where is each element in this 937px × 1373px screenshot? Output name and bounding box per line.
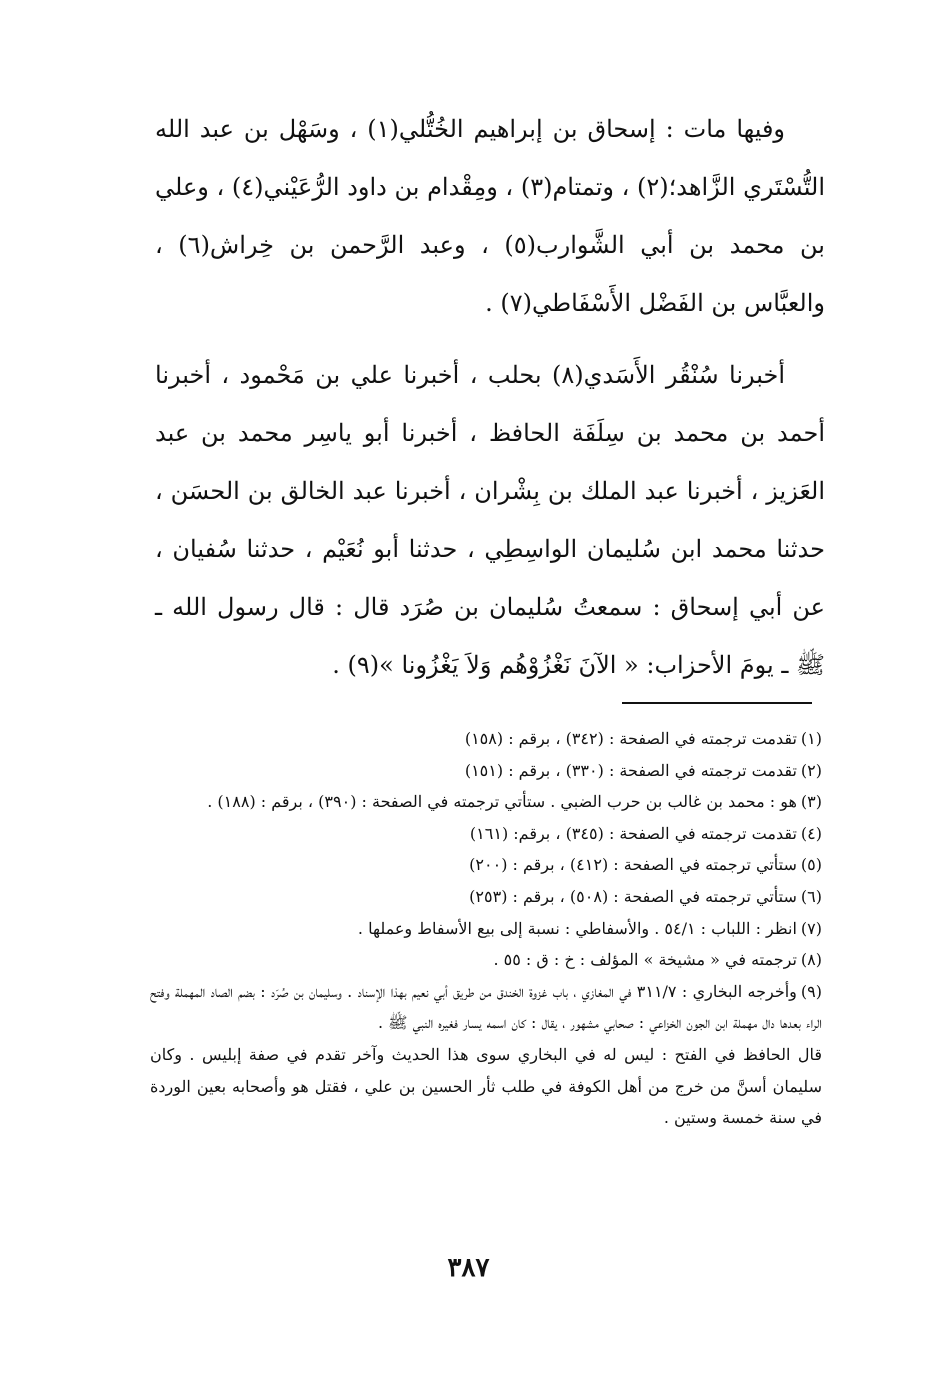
footnote-7	[150, 913, 822, 945]
footnote-number: (٦)	[800, 886, 822, 906]
footnote-text: هو : محمد بن غالب بن حرب الضبي . ستأتي ترجمته في الصفحة : (٣٩٠) ، برقم : (١٨٨) .	[207, 792, 797, 812]
footnote-number: (٨)	[800, 950, 822, 970]
footnote-number: (١)	[800, 729, 822, 748]
footnote-text: وأخرجه البخاري : ٣١١/٧ في المغازي ، باب غزوة الخندق من طريق أبي نعيم بهذا الإسناد . وسليمان بن صُرَد : بضم الصاد المهملة وفتح الراء بعدها دال مهملة ابن الجون الخزاعي : صحابي مشهور ، يقال : كان اسمه يسار فغيره النبي ﷺ .	[150, 981, 822, 1033]
footnote-text: تقدمت ترجمته في الصفحة : (٣٣٠) ، برقم : (١٥١)	[464, 760, 797, 780]
page-number: ٣٨٧	[447, 1253, 490, 1283]
footnote-3	[150, 786, 822, 818]
footnote-number: (٣)	[800, 792, 822, 812]
footnote-2	[150, 755, 822, 787]
footnote-number: (٢)	[800, 760, 822, 780]
footnote-text: تقدمت ترجمته في الصفحة : (٣٤٢) ، برقم : (١٥٨)	[464, 729, 797, 748]
paragraph-deaths: وفيها مات : إسحاق بن إبراهيم الخُتُّلي(١) ، وسَهْل بن عبد الله التُّسْتَري الزَّاهد؛(٢) ، وتمتام(٣) ، ومِقْدام بن داود الرُّعَيْني(٤) ، وعلي بن محمد بن أبي الشَّوارب(٥) ، وعبد الرَّحمن بن خِراش(٦) ، والعبَّاس بن الفَضْل الأَسْفَاطي(٧) .	[155, 115, 825, 317]
footnote-9	[150, 976, 822, 1039]
footnote-text: انظر : اللباب : ٥٤/١ . والأسفاطي : نسبة إلى بيع الأسفاط وعملها .	[357, 918, 797, 938]
main-text	[155, 100, 825, 694]
paragraph-hadith: أخبرنا سُنْقُر الأَسَدي(٨) بحلب ، أخبرنا علي بن مَحْمود ، أخبرنا أحمد بن محمد بن سِلَفَة الحافظ ، أخبرنا أبو ياسِر محمد بن عبد العَزيز ، أخبرنا عبد الملك بن بِشْران ، أخبرنا عبد الخالق بن الحسَن ، حدثنا محمد ابن سُليمان الواسِطِي ، حدثنا أبو نُعَيْم ، حدثنا سُفيان ، عن أبي إسحاق : سمعتُ سُليمان بن صُرَد قال : قال رسول الله ـ ﷺ ـ يومَ الأحزاب: « الآنَ نَغْزُوْهُم وَلاَ يَغْزُونا »(٩) .	[155, 361, 826, 679]
footnote-number: (٧)	[800, 918, 822, 938]
footnote-1	[150, 723, 822, 755]
footnote-4	[150, 818, 822, 850]
footnote-number: (٩)	[800, 981, 822, 1001]
footnote-text: ستأتي ترجمته في الصفحة : (٥٠٨) ، برقم : (٢٥٣)	[469, 886, 797, 906]
footnote-text: تقدمت ترجمته في الصفحة : (٣٤٥) ، برقم: (١٦١)	[469, 823, 797, 843]
footnote-8	[150, 944, 822, 976]
footnote-number: (٥)	[800, 855, 822, 875]
footnote-6	[150, 881, 822, 913]
footnote-text: ستأتي ترجمته في الصفحة : (٤١٢) ، برقم : (٢٠٠)	[469, 855, 797, 875]
footnote-text: ترجمته في « مشيخة » المؤلف : خ : ق : ٥٥ .	[493, 950, 797, 970]
footnote-5	[150, 849, 822, 881]
footnotes	[150, 723, 822, 1134]
footnote-separator	[622, 702, 812, 704]
footnote-9-continuation: قال الحافظ في الفتح : ليس له في البخاري سوى هذا الحديث وآخر تقدم في صفة إبليس . وكان سليمان أسنَّ من خرج من أهل الكوفة في طلب ثأر الحسين بن علي ، فقتل هو وأصحابه بعين الوردة في سنة خمسة وستين .	[150, 1044, 822, 1128]
footnote-number: (٤)	[800, 823, 822, 843]
